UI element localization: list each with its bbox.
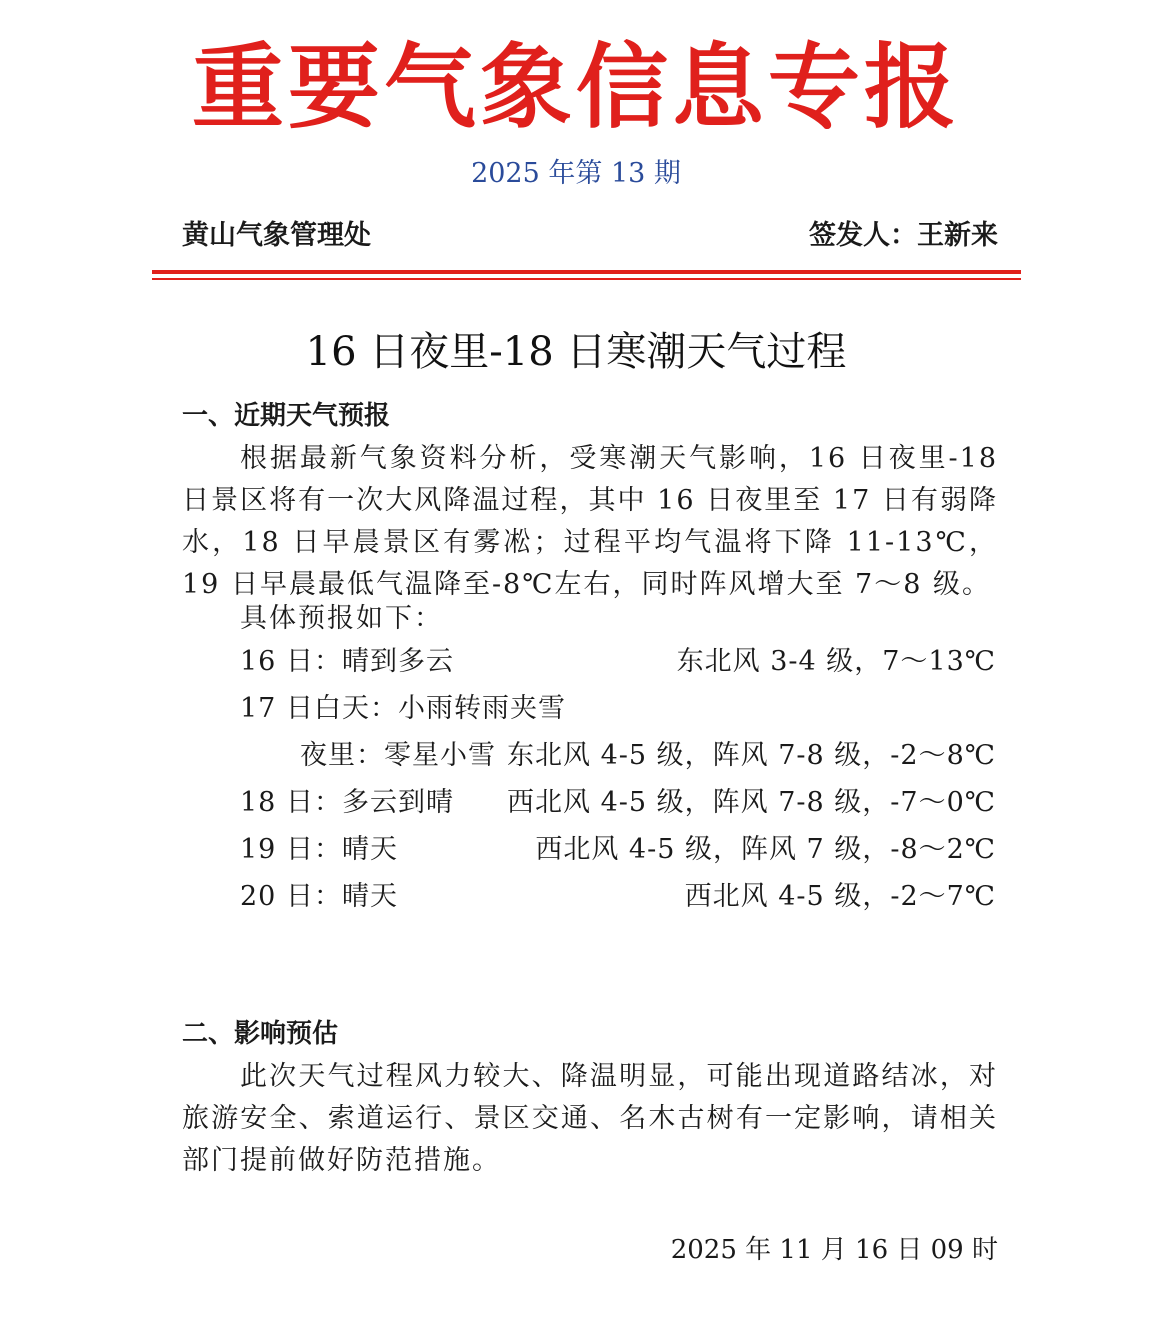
section1-heading: 一、近期天气预报 (182, 401, 391, 431)
forecast-detail: 西北风 4-5 级，阵风 7-8 级，-7～0℃ (507, 787, 996, 818)
forecast-detail: 东北风 3-4 级，7～13℃ (676, 646, 996, 677)
forecast-day: 16 日：晴到多云 (240, 646, 454, 677)
red-divider-thick (152, 270, 1021, 274)
document-title: 16 日夜里-18 日寒潮天气过程 (305, 329, 847, 375)
forecast-detail: 东北风 4-5 级，阵风 7-8 级，-2～8℃ (507, 740, 996, 771)
forecast-detail: 西北风 4-5 级，阵风 7 级，-8～2℃ (535, 834, 996, 865)
forecast-row (240, 736, 996, 776)
red-divider-thin (152, 278, 1021, 280)
issuing-agency: 黄山气象管理处 (182, 220, 371, 251)
section2-heading: 二、影响预估 (182, 1019, 339, 1049)
forecast-row (240, 830, 996, 870)
forecast-detail: 西北风 4-5 级，-2～7℃ (684, 881, 996, 912)
forecast-row (240, 642, 996, 682)
forecast-day: 17 日白天：小雨转雨夹雪 (240, 693, 566, 724)
signer: 签发人：王新来 (809, 220, 998, 251)
forecast-row (240, 877, 996, 917)
forecast-row (240, 689, 996, 729)
forecast-day: 19 日：晴天 (240, 834, 398, 865)
section1-paragraph: 根据最新气象资料分析，受寒潮天气影响，16 日夜里-18 日景区将有一次大风降温过程，其中 16 日夜里至 17 日有弱降水，18 日早晨景区有雾凇；过程平均气温将下降 11-13℃，19 日早晨最低气温降至-8℃左右，同时阵风增大至 7～8 级。 (182, 443, 998, 600)
forecast-day: 20 日：晴天 (240, 881, 398, 912)
issue-number: 2025 年第 13 期 (471, 158, 681, 189)
forecast-day: 夜里：零星小雪 (300, 740, 496, 771)
masthead-title: 重要气象信息专报 (191, 34, 960, 141)
section2-paragraph: 此次天气过程风力较大、降温明显，可能出现道路结冰，对旅游安全、索道运行、景区交通、名木古树有一定影响，请相关部门提前做好防范措施。 (182, 1061, 998, 1176)
forecast-intro: 具体预报如下： (240, 603, 443, 634)
forecast-row (240, 783, 996, 823)
forecast-day: 18 日：多云到晴 (240, 787, 454, 818)
issue-date: 2025 年 11 月 16 日 09 时 (670, 1235, 998, 1265)
